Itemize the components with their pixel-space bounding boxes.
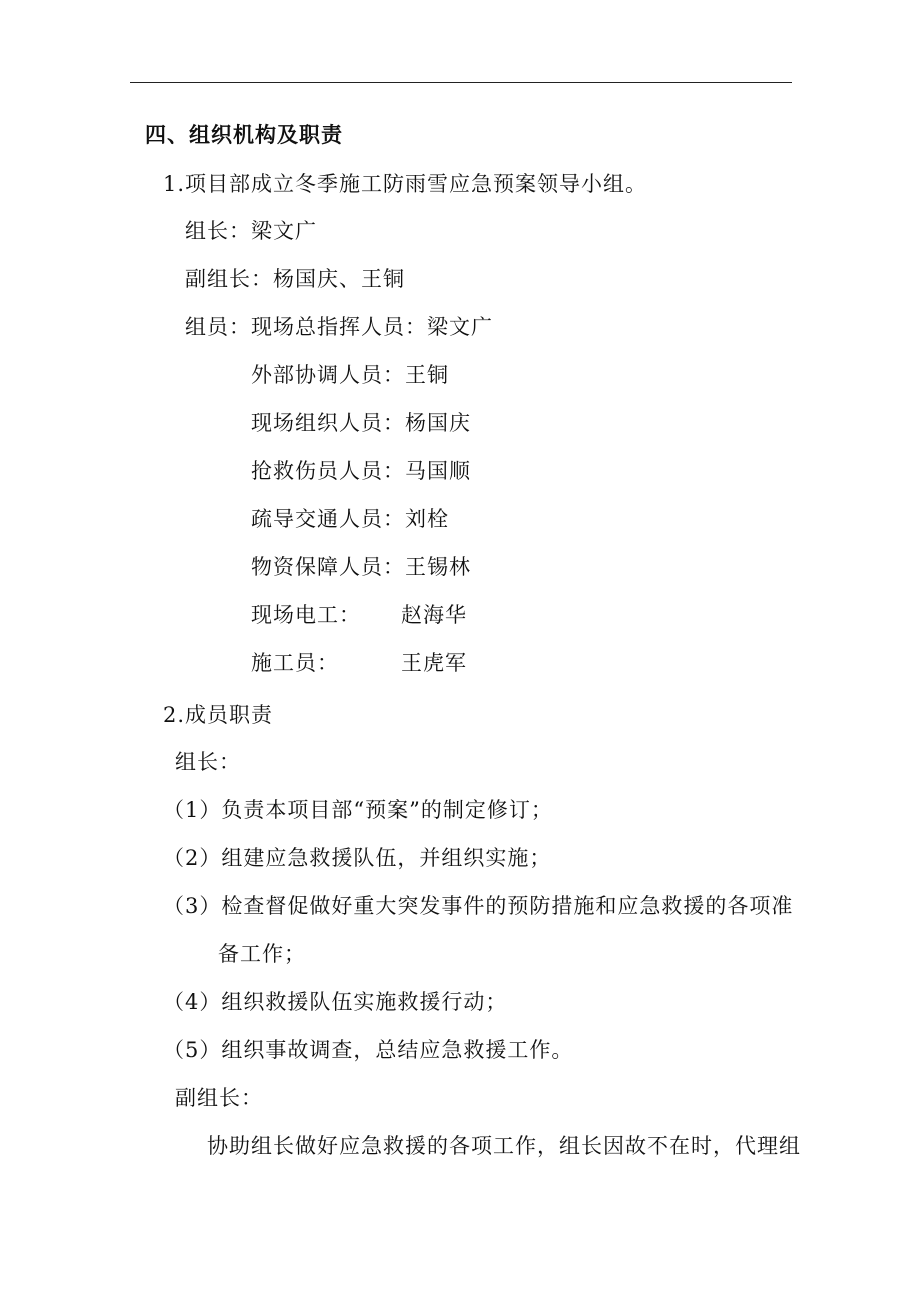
duty-line: （3）检查督促做好重大突发事件的预防措施和应急救援的各项准 [163,894,794,918]
deputy-duties-label: 副组长： [175,1086,263,1110]
duty-line: （1）负责本项目部“预案”的制定修订； [163,798,553,822]
member-line: 现场组织人员：杨国庆 [251,411,471,435]
duty-line: （4）组织救援队伍实施救援行动； [163,990,508,1014]
member-name: 王虎军 [401,651,467,675]
deputy-duty-paragraph: 协助组长做好应急救援的各项工作，组长因故不在时，代理组 [207,1134,801,1158]
header-rule [130,82,792,83]
member-line: 疏导交通人员：刘栓 [251,507,449,531]
member-line [251,649,467,677]
item1-title: 1.项目部成立冬季施工防雨雪应急预案领导小组。 [163,172,648,196]
deputy-line: 副组长：杨国庆、王铜 [185,267,405,291]
member-role: 现场电工： [251,603,361,627]
member-line: 抢救伤员人员：马国顺 [251,459,471,483]
duty-line-continuation: 备工作； [218,942,306,966]
member-line: 外部协调人员：王铜 [251,363,449,387]
duty-line: （5）组织事故调查，总结应急救援工作。 [163,1038,574,1062]
section-heading: 四、组织机构及职责 [145,122,343,147]
member-line [251,601,467,629]
members-intro-line: 组员：现场总指挥人员：梁文广 [185,315,493,339]
leader-line: 组长：梁文广 [185,219,317,243]
member-name: 赵海华 [401,603,467,627]
member-role: 施工员： [251,651,339,675]
duty-line: （2）组建应急救援队伍，并组织实施； [163,846,552,870]
item2-title: 2.成员职责 [163,703,274,727]
leader-duties-label: 组长： [175,750,241,774]
member-line: 物资保障人员：王锡林 [251,555,471,579]
